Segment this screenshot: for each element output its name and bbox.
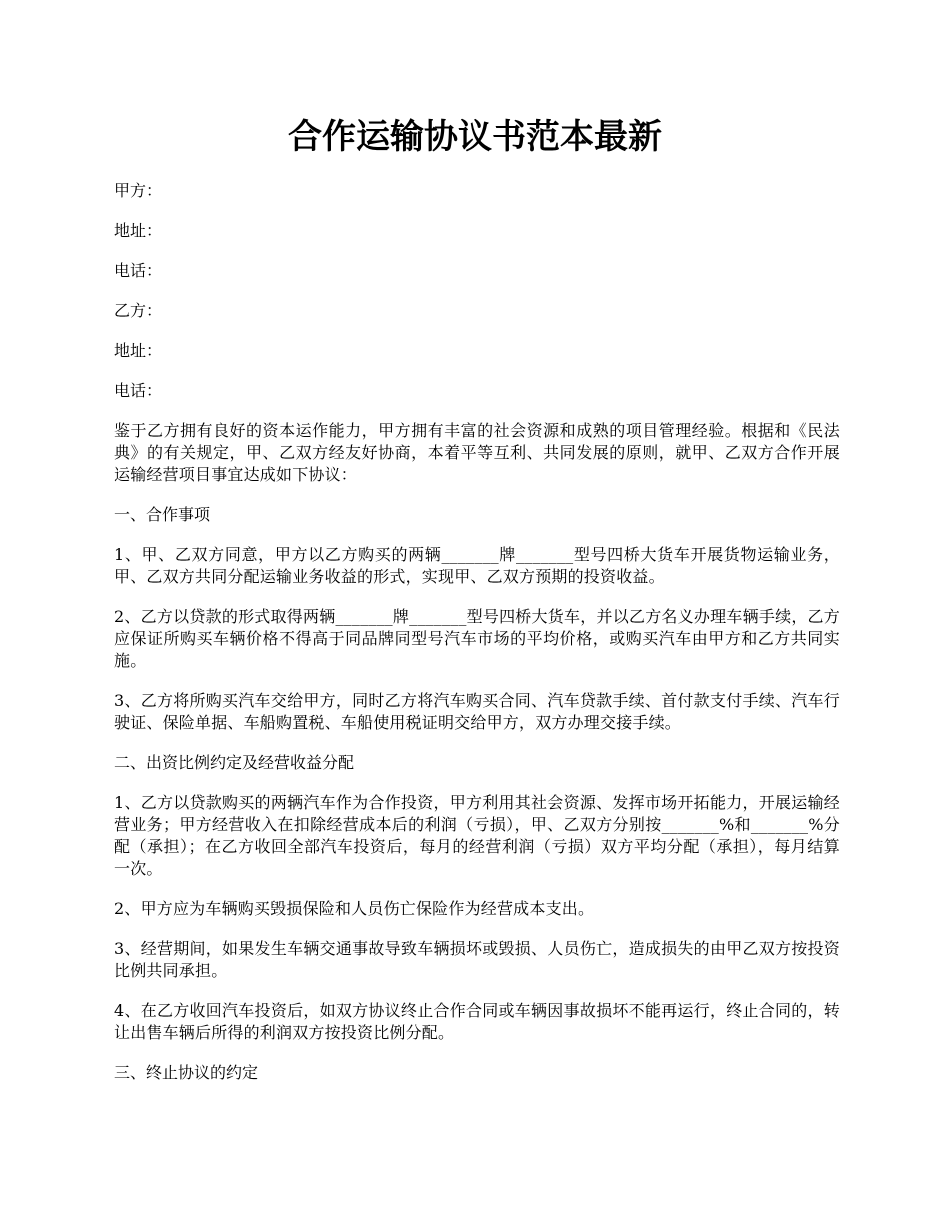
clause-paragraph: 2、甲方应为车辆购买毁损保险和人员伤亡保险作为经营成本支出。 — [114, 899, 595, 918]
section-heading-termination: 三、终止协议的约定 — [114, 1063, 259, 1082]
party-a-field: 甲方： — [114, 181, 163, 200]
party-a-phone-field: 电话： — [114, 261, 163, 280]
party-b-phone-field: 电话： — [114, 381, 163, 400]
clause-paragraph: 3、乙方将所购买汽车交给甲方，同时乙方将汽车购买合同、汽车贷款手续、首付款支付手续、汽车行驶证、保险单据、车船购置税、车船使用税证明交给甲方，双方办理交接手续。 — [114, 691, 840, 732]
party-a-address-field: 地址： — [114, 221, 163, 240]
section-heading-investment: 二、出资比例约定及经营收益分配 — [114, 753, 355, 772]
intro-paragraph: 鉴于乙方拥有良好的资本运作能力，甲方拥有丰富的社会资源和成熟的项目管理经验。根据和《民法典》的有关规定，甲、乙双方经友好协商，本着平等互利、共同发展的原则，就甲、乙双方合作开展运输经营项目事宜达成如下协议： — [114, 421, 840, 484]
clause-paragraph: 3、经营期间，如果发生车辆交通事故导致车辆损坏或毁损、人员伤亡，造成损失的由甲乙双方按投资比例共同承担。 — [114, 939, 840, 980]
clause-paragraph: 1、甲、乙双方同意，甲方以乙方购买的两辆_______牌_______型号四桥大货车开展货物运输业务，甲、乙双方共同分配运输业务收益的形式，实现甲、乙双方预期的投资收益。 — [114, 545, 840, 586]
clause-paragraph: 2、乙方以贷款的形式取得两辆_______牌_______型号四桥大货车，并以乙方名义办理车辆手续，乙方应保证所购买车辆价格不得高于同品牌同型号汽车市场的平均价格，或购买汽车由甲方和乙方共同实施。 — [114, 607, 840, 670]
party-b-field: 乙方： — [114, 301, 163, 320]
party-b-address-field: 地址： — [114, 341, 163, 360]
document-body — [114, 180, 840, 1102]
document-title: 合作运输协议书范本最新 — [288, 117, 662, 157]
clause-paragraph: 1、乙方以贷款购买的两辆汽车作为合作投资，甲方利用其社会资源、发挥市场开拓能力，开展运输经营业务；甲方经营收入在扣除经营成本后的利润（亏损），甲、乙双方分别按_______%和_______%分配（承担）；在乙方收回全部汽车投资后，每月的经营利润（亏损）双方平均分配（承担），每月结算一次。 — [114, 793, 840, 878]
section-heading-cooperation: 一、合作事项 — [114, 505, 211, 524]
clause-paragraph: 4、在乙方收回汽车投资后，如双方协议终止合作合同或车辆因事故损坏不能再运行，终止合同的，转让出售车辆后所得的利润双方按投资比例分配。 — [114, 1001, 840, 1042]
